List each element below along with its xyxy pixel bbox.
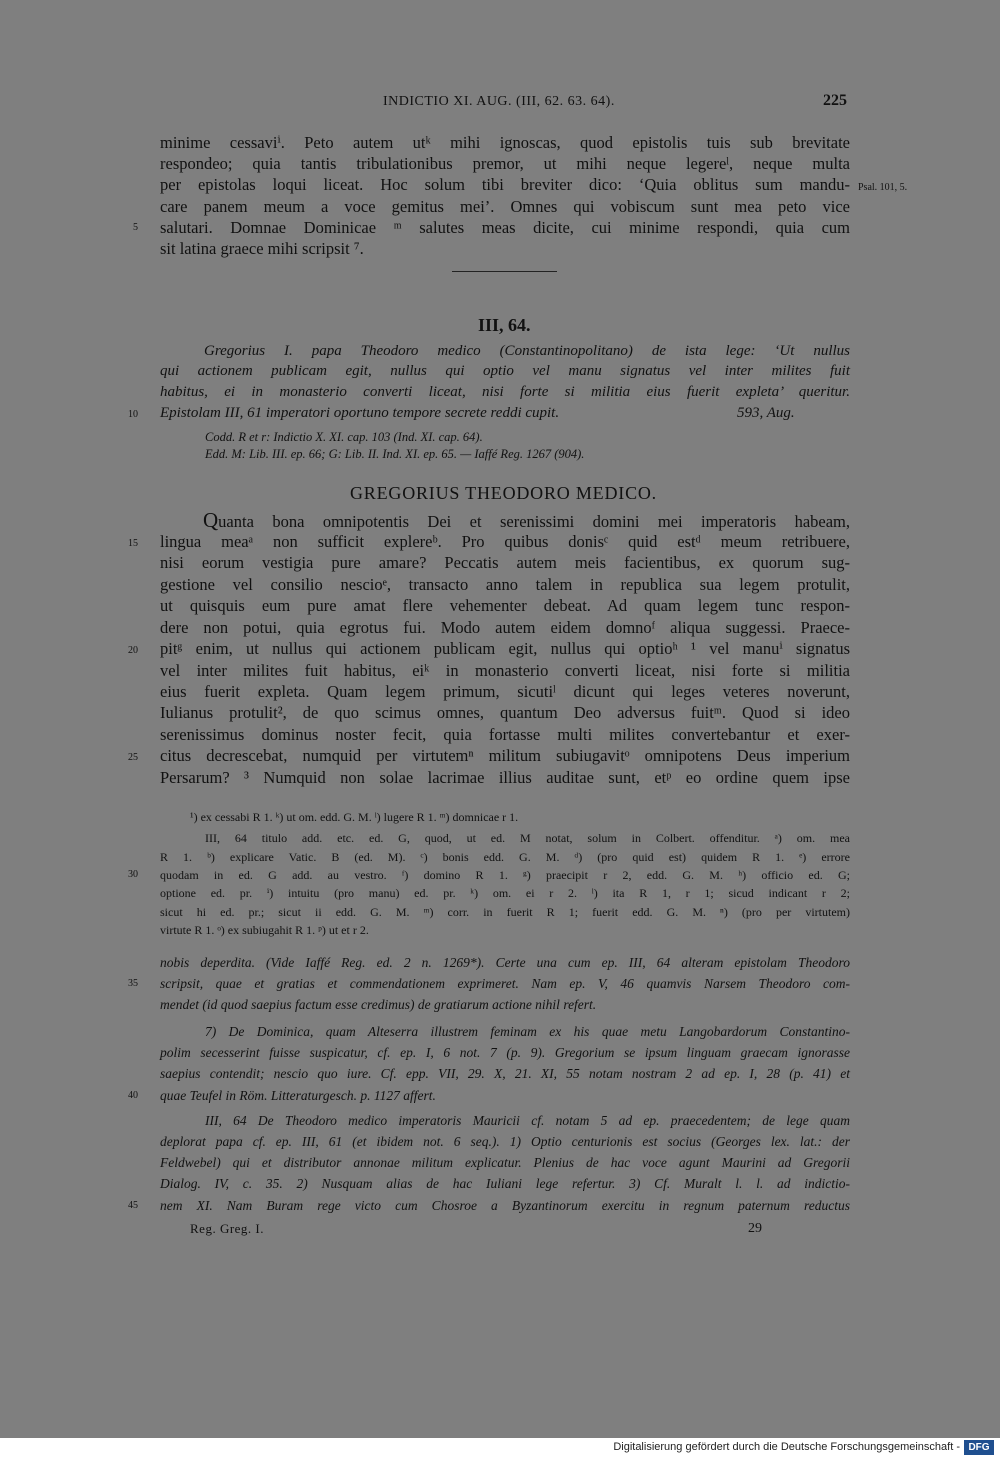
funding-notice: Digitalisierung gefördert durch die Deutsche Forschungsgemeinschaft - — [613, 1441, 960, 1453]
text-line — [203, 510, 850, 532]
text-line: eius fuerit expleta. Quam legem primum, sicutiˡ dicunt qui leges veteres noverunt, — [160, 682, 850, 701]
apparatus-line: III, 64 titulo add. etc. ed. G, quod, ut ed. M notat, solum in Colbert. offenditur. ᵃ) om. mea — [205, 831, 850, 845]
summary-line: Gregorius I. papa Theodoro medico (Constantinopolitano) de ista lege: ‘Ut nullus — [204, 343, 850, 359]
note-line: polim secesserint fuisse suspicatur, cf. ep. I, 6 not. 7 (p. 9). Gregorium se ipsum linguam graecam ignorasse — [160, 1045, 850, 1060]
signature-mark: Reg. Greg. I. — [190, 1221, 265, 1236]
codices-line: Codd. R et r: Indictio X. XI. cap. 103 (Ind. XI. cap. 64). — [205, 430, 483, 444]
text-line: dere non potui, quia egrotus fui. Modo autem eidem domnoᶠ aliqua suggessi. Praece- — [160, 618, 850, 637]
text-line: per epistolas loqui liceat. Hoc solum tibi breviter dico: ‘Quia oblitus sum mandu- — [160, 175, 850, 194]
drop-cap: Q — [203, 508, 219, 532]
note-line: deplorat papa cf. ep. III, 61 (et ibidem not. 6 seq.). 1) Optio centurionis est socius (Georges lex. lat.: der — [160, 1134, 850, 1149]
line-number: 15 — [128, 538, 138, 549]
text-line-rest: uanta bona omnipotentis Dei et serenissimi domini mei imperatoris habeam, — [218, 512, 850, 531]
text-line: lingua meaᵃ non sufficit explereᵇ. Pro quibus donisᶜ quid estᵈ meum retribuere, — [160, 532, 850, 551]
running-head: INDICTIO XI. AUG. (III, 62. 63. 64). — [383, 94, 615, 109]
text-line: sit latina graece mihi scripsit ⁷. — [160, 239, 364, 258]
note-line: Feldwebel) qui et distributor annonae militum explicatur. Plenius de hac voce agunt Maurini ad Gregorii — [160, 1155, 850, 1170]
line-number: 20 — [128, 645, 138, 656]
psalm-reference: Psal. 101, 5. — [858, 182, 908, 193]
text-line: citus decrescebat, numquid per virtutemⁿ militum subiugavitᵒ omnipotens Deus imperium — [160, 746, 850, 765]
text-line: Persarum? ³ Numquid non solae lacrimae illius auditae sunt, etᵖ eo ordine quem ipse — [160, 768, 850, 787]
line-number: 45 — [128, 1200, 138, 1211]
page-number: 225 — [823, 92, 847, 109]
apparatus-line: virtute R 1. ᵒ) ex subiugahit R 1. ᵖ) ut et r 2. — [160, 923, 369, 937]
note-line: III, 64 De Theodoro medico imperatoris Mauricii cf. notam 5 ad ep. praecedentem; de lege quam — [205, 1113, 850, 1128]
text-line: gestione vel consilio nescioᵉ, transacto anno talem in republica sua legem protulit, — [160, 575, 850, 594]
text-line: ut quisquis eum pure amat flere vehementer debeat. Ad quam legem tunc respon- — [160, 596, 850, 615]
dfg-logo[interactable]: DFG — [964, 1440, 994, 1455]
text-line: serenissimus dominus noster fecit, quia fortasse multi milites convertebantur et exer- — [160, 725, 850, 744]
summary-line — [160, 404, 850, 423]
text-line: pitᵍ enim, ut nullus qui actionem publicam egit, nullus qui optioʰ ¹ vel manuⁱ signatus — [160, 639, 850, 658]
line-number: 35 — [128, 978, 138, 989]
summary-line: qui actionem publicam egit, nullus qui optio vel manu signatus vel inter milites fuit — [160, 363, 850, 379]
note-line: quae Teufel in Röm. Litteraturgesch. p. 1127 affert. — [160, 1088, 436, 1103]
footer-bar — [0, 1438, 1000, 1459]
note-line: saepius contendit; nescio quo iure. Cf. epp. VII, 29. X, 21. XI, 55 notam nostram 2 ad ep. I, 28 (p. 41) et — [160, 1066, 850, 1081]
section-divider — [452, 271, 557, 272]
signature-number: 29 — [748, 1221, 762, 1236]
line-number: 5 — [133, 222, 138, 233]
summary-line-text: Epistolam III, 61 imperatori oportuno tempore secrete reddi cupit. — [160, 405, 560, 421]
note-line: scripsit, quae et gratias et commendationem exprimeret. Nam ep. V, 46 quamvis Narsem Theodoro com- — [160, 976, 850, 991]
text-line: vel inter milites fuit habitus, eiᵏ in monasterio converti liceat, nisi forte si militia — [160, 661, 850, 680]
note-line: mendet (id quod saepius factum esse credimus) de gratiarum actione nihil refert. — [160, 997, 597, 1012]
note-line: nem XI. Nam Buram rege victo cum Chosroe a Byzantinorum exercitu in regnum paternum reductus — [160, 1198, 850, 1213]
text-line: care panem meum a voce gemitus mei’. Omnes qui vobiscum sunt mea peto vice — [160, 197, 850, 216]
line-number: 40 — [128, 1090, 138, 1101]
letter-number: III, 64. — [478, 315, 531, 335]
apparatus-line: quodam in ed. G add. au vestro. ᶠ) domino R 1. ᵍ) praecipit r 2, edd. G. M. ʰ) officio ed. G; — [160, 868, 850, 882]
letter-heading: GREGORIUS THEODORO MEDICO. — [350, 483, 657, 503]
editions-line: Edd. M: Lib. III. ep. 66; G: Lib. II. Ind. XI. ep. 65. — Iaffé Reg. 1267 (904). — [205, 447, 585, 461]
apparatus-line: ¹) ex cessabi R 1. ᵏ) ut om. edd. G. M. ˡ) lugere R 1. ᵐ) domnicae r 1. — [190, 810, 519, 824]
line-number: 30 — [128, 869, 138, 880]
text-line: nisi eorum vestigia pure amare? Peccatis autem meis facientibus, ex quorum sug- — [160, 553, 850, 572]
line-number: 25 — [128, 752, 138, 763]
text-line: minime cessaviⁱ. Peto autem utᵏ mihi ignoscas, quod epistolis tuis sub brevitate — [160, 133, 850, 152]
summary-line: habitus, ei in monasterio converti liceat, nisi forte si militia eius fuerit expleta’ queritur. — [160, 384, 850, 400]
note-line: Dialog. IV, c. 35. 2) Nusquam alias de hac Iuliani lege refertur. 3) Cf. Muralt l. l. ad indictio- — [160, 1176, 850, 1191]
note-line: nobis deperdita. (Vide Iaffé Reg. ed. 2 n. 1269*). Certe una cum ep. III, 64 alteram epistolam Theodoro — [160, 955, 850, 970]
apparatus-line: R 1. ᵇ) explicare Vatic. B (ed. M). ᶜ) bonis edd. G. M. ᵈ) (pro quid est) quidem R 1. ᵉ) errore — [160, 850, 850, 864]
summary-date: 593, Aug. — [737, 405, 795, 421]
text-line: respondeo; quia tantis tribulationibus premor, ut mihi neque legereˡ, neque multa — [160, 154, 850, 173]
line-number: 10 — [128, 409, 138, 420]
apparatus-line: sicut hi ed. pr.; sicut ii edd. G. M. ᵐ) corr. in fuerit R 1; fuerit edd. G. M. ⁿ) (pro per virtutem) — [160, 905, 850, 919]
note-line: 7) De Dominica, quam Alteserra illustrem feminam ex his quae metu Langobardorum Constantino- — [205, 1024, 850, 1039]
text-line: Iulianus protulit², de quo scimus omnes, quantum Deo adversus fuitᵐ. Quod si ideo — [160, 703, 850, 722]
apparatus-line: optione ed. pr. ⁱ) intuitu (pro manu) ed. pr. ᵏ) om. ei r 2. ˡ) ita R 1, r 1; sicud indicant r 2; — [160, 886, 850, 900]
text-line: salutari. Domnae Dominicae ᵐ salutes meas dicite, cui minime respondi, quia cum — [160, 218, 850, 237]
